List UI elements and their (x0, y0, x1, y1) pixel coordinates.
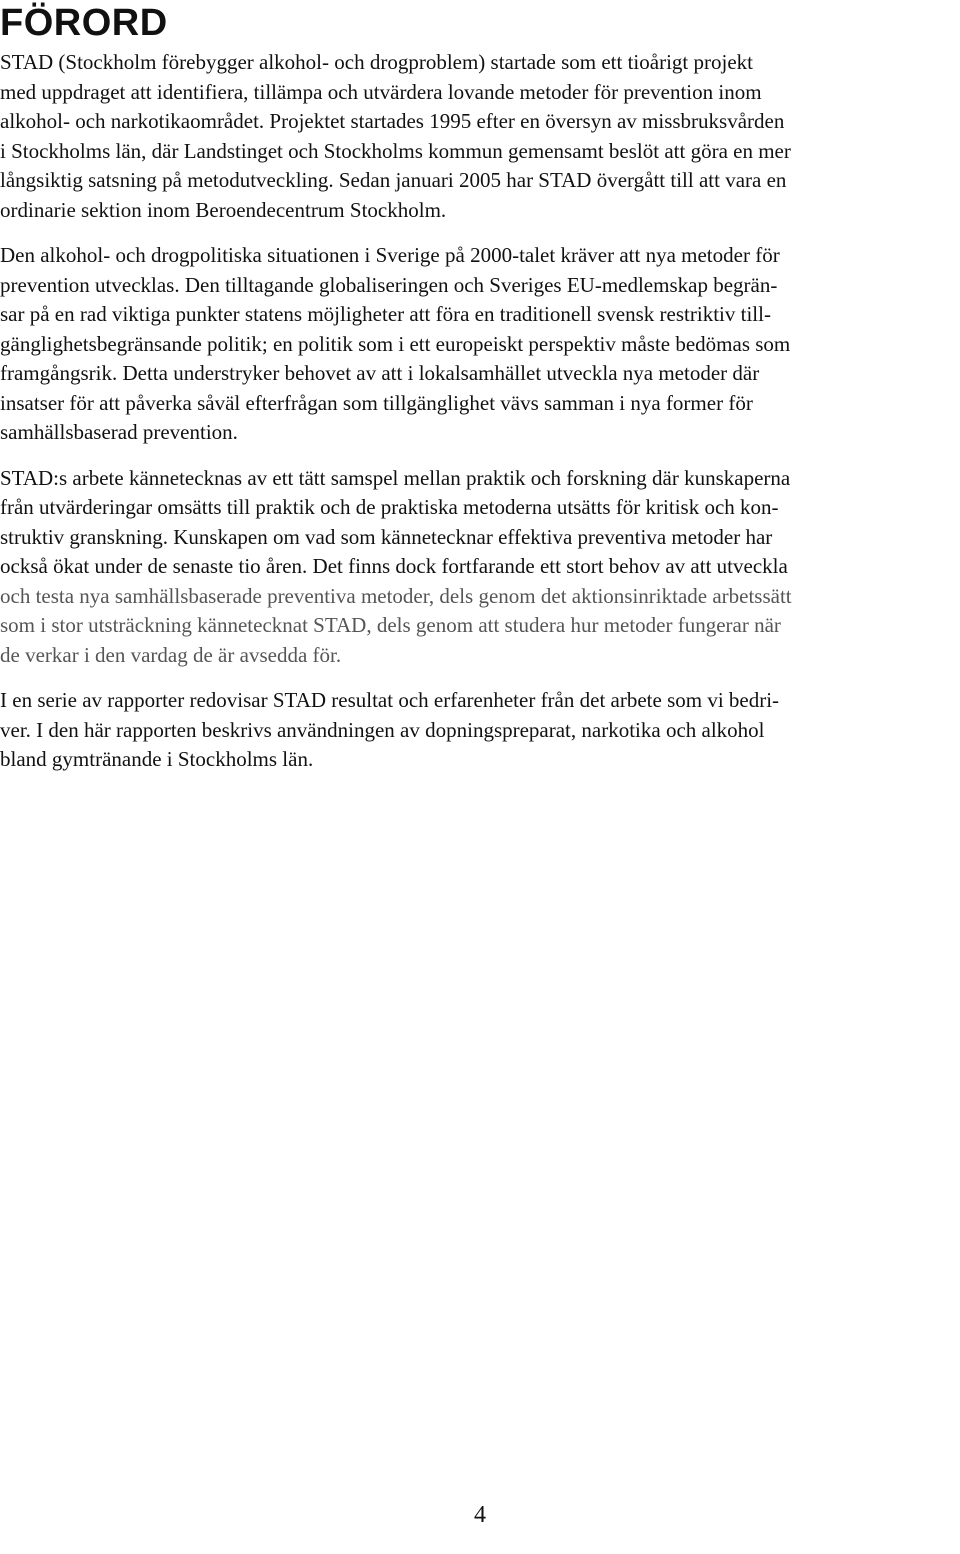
paragraph-line: prevention utvecklas. Den tilltagande globaliseringen och Sveriges EU-medlemskap begrän- (0, 272, 778, 297)
paragraph-line: gänglighetsbegränsande politik; en politik som i ett europeiskt perspektiv måste bedömas som (0, 331, 791, 356)
paragraph-line: och testa nya samhällsbaserade preventiva metoder, dels genom det aktionsinriktade arbetssätt (0, 583, 792, 608)
paragraph-line: ordinarie sektion inom Beroendecentrum Stockholm. (0, 197, 447, 222)
paragraph-line: ver. I den här rapporten beskrivs användningen av dopningspreparat, narkotika och alkohol (0, 717, 765, 742)
paragraph-line: STAD:s arbete kännetecknas av ett tätt samspel mellan praktik och forskning där kunskaperna (0, 465, 791, 490)
paragraph-line: samhällsbaserad prevention. (0, 420, 238, 444)
paragraph-line: STAD (Stockholm förebygger alkohol- och drogproblem) startade som ett tioårigt projekt (0, 50, 753, 74)
paragraph-line: insatser för att påverka såväl efterfrågan som tillgänglighet vävs samman i nya former för (0, 390, 753, 415)
paragraph-line: också ökat under de senaste tio åren. Det finns dock fortfarande ett stort behov av att utveckla (0, 554, 788, 578)
paragraph-line: i Stockholms län, där Landstinget och Stockholms kommun gemensamt beslöt att göra en mer (0, 138, 791, 163)
paragraph-line: sar på en rad viktiga punkter statens möjligheter att föra en traditionell svensk restriktiv till- (0, 302, 771, 326)
paragraph-line: bland gymtränande i Stockholms län. (0, 747, 314, 771)
paragraph-line: som i stor utsträckning kännetecknat STAD, dels genom att studera hur metoder fungerar när (0, 613, 781, 637)
paragraph-line: långsiktig satsning på metodutveckling. Sedan januari 2005 har STAD övergått till att vara en (0, 168, 787, 192)
paragraph-1 (0, 48, 960, 225)
paragraph-line: framgångsrik. Detta understryker behovet av att i lokalsamhället utveckla nya metoder där (0, 361, 760, 385)
page-number: 4 (474, 1502, 486, 1528)
paragraph-line: med uppdraget att identifiera, tillämpa och utvärdera lovande metoder för prevention inom (0, 79, 762, 104)
paragraph-2 (0, 241, 960, 448)
paragraph-3 (0, 464, 960, 671)
paragraph-line: struktiv granskning. Kunskapen om vad som kännetecknar effektiva preventiva metoder har (0, 524, 773, 549)
paragraph-line: Den alkohol- och drogpolitiska situationen i Sverige på 2000-talet kräver att nya metoder för (0, 243, 780, 267)
paragraph-line: alkohol- och narkotikaområdet. Projektet startades 1995 efter en översyn av missbruksvården (0, 109, 785, 133)
paragraph-line: från utvärderingar omsätts till praktik och de praktiska metoderna utsätts för kritisk och kon- (0, 495, 779, 519)
paragraph-line: I en serie av rapporter redovisar STAD resultat och erfarenheter från det arbete som vi bedri- (0, 688, 780, 712)
paragraph-4 (0, 686, 960, 775)
paragraph-line: de verkar i den vardag de är avsedda för. (0, 642, 342, 667)
page-title: FÖRORD (0, 2, 168, 44)
body-text (0, 48, 960, 791)
